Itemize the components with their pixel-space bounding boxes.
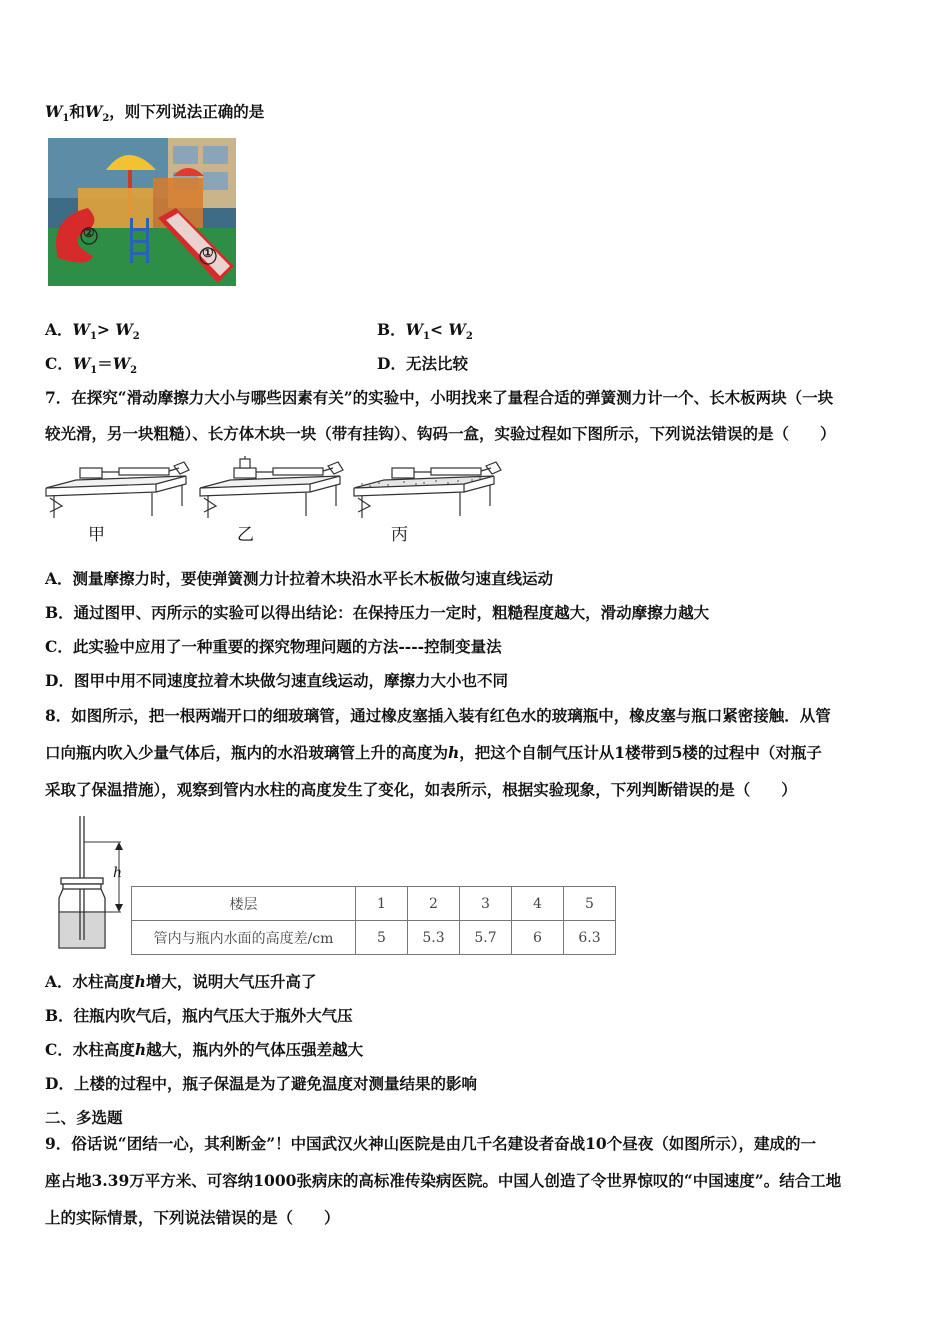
panel-label-jia: 甲 bbox=[88, 525, 105, 545]
q8-var-h: h bbox=[448, 743, 460, 762]
q6-option-c bbox=[45, 354, 137, 381]
height-cell: 5 bbox=[356, 921, 408, 955]
playground-slide-photo bbox=[48, 138, 236, 286]
friction-experiment-figure bbox=[44, 456, 514, 546]
table-row bbox=[132, 921, 616, 955]
q7-option-a: A．测量摩擦力时，要使弹簧测力计拉着木块沿水平长木板做匀速直线运动 bbox=[45, 569, 554, 588]
q8-option-c bbox=[45, 1040, 363, 1060]
floor-cell: 2 bbox=[408, 887, 460, 921]
var-w1: W bbox=[45, 102, 63, 121]
q8-option-a-b: 增大，说明大气压升高了 bbox=[145, 972, 317, 991]
stem-tail: ，则下列说法正确的是 bbox=[109, 102, 265, 121]
panel-label-yi: 乙 bbox=[237, 525, 254, 545]
option-c-prefix: C． bbox=[45, 354, 73, 373]
option-a-rel: > bbox=[96, 320, 116, 339]
q6-option-d: D．无法比较 bbox=[377, 354, 468, 373]
option-c-sub2: 2 bbox=[130, 365, 138, 377]
q8-option-a bbox=[45, 972, 316, 992]
q8-option-c-h: h bbox=[134, 1040, 147, 1059]
sub-1: 1 bbox=[62, 113, 70, 125]
q7-stem-line2: 较光滑，另一块粗糙）、长方体木块一块（带有挂钩）、钩码一盒，实验过程如下图所示，下列说法错误的是（ ） bbox=[45, 424, 836, 443]
label-slide-2: ② bbox=[83, 226, 95, 241]
floor-cell: 1 bbox=[356, 887, 408, 921]
q9-stem-line2: 座占地3.39万平方米、可容纳1000张病床的高标准传染病医院。中国人创造了令世界惊叹的“中国速度”。结合工地 bbox=[45, 1171, 842, 1190]
row-header-height: 管内与瓶内水面的高度差/cm bbox=[132, 921, 356, 955]
q8-option-c-b: 越大，瓶内外的气体压强差越大 bbox=[146, 1040, 364, 1059]
floor-cell: 4 bbox=[512, 887, 564, 921]
q7-stem-line1: 7．在探究“滑动摩擦力大小与哪些因素有关”的实验中，小明找来了量程合适的弹簧测力计一个、长木板两块（一块 bbox=[45, 388, 834, 407]
option-a-prefix: A． bbox=[45, 320, 73, 339]
option-a-w1: W bbox=[72, 320, 90, 339]
q6-option-a bbox=[45, 320, 140, 347]
height-cell: 6 bbox=[512, 921, 564, 955]
q8-stem-line3: 采取了保温措施），观察到管内水柱的高度发生了变化，如表所示，根据实验现象，下列判断错误的是（ ） bbox=[45, 780, 797, 799]
q8-line2-a: 口向瓶内吹入少量气体后，瓶内的水沿玻璃管上升的高度为 bbox=[45, 743, 449, 762]
q8-stem-line2 bbox=[45, 743, 822, 763]
option-c-rel: ＝ bbox=[97, 354, 113, 373]
q8-option-a-a: A．水柱高度 bbox=[45, 972, 135, 991]
sub-2: 2 bbox=[102, 113, 110, 125]
option-b-sub1: 1 bbox=[423, 331, 430, 343]
floor-cell: 3 bbox=[460, 887, 512, 921]
q8-option-a-h: h bbox=[134, 972, 146, 991]
q9-stem-line1: 9．俗话说“团结一心，其利断金”！中国武汉火神山医院是由几千名建设者奋战10个昼夜（如图所示），建成的一 bbox=[45, 1134, 816, 1153]
h-label: h bbox=[113, 865, 123, 881]
section-title-multi-choice: 二、多选题 bbox=[45, 1108, 123, 1127]
q6-option-b bbox=[377, 320, 473, 347]
height-cell: 5.3 bbox=[408, 921, 460, 955]
q8-line2-b: ，把这个自制气压计从1楼带到5楼的过程中（对瓶子 bbox=[459, 743, 822, 762]
q7-option-b: B．通过图甲、丙所示的实验可以得出结论：在保持压力一定时，粗糙程度越大，滑动摩擦力越大 bbox=[45, 603, 710, 622]
option-b-rel: < bbox=[430, 320, 449, 339]
panel-label-bing: 丙 bbox=[391, 525, 408, 545]
height-cell: 5.7 bbox=[460, 921, 512, 955]
q7-option-d: D．图甲中用不同速度拉着木块做匀速直线运动，摩擦力大小也不同 bbox=[45, 671, 508, 690]
option-c-sub1: 1 bbox=[90, 365, 98, 377]
q8-option-d: D．上楼的过程中，瓶子保温是为了避免温度对测量结果的影响 bbox=[45, 1074, 477, 1093]
q8-option-c-a: C．水柱高度 bbox=[45, 1040, 135, 1059]
option-c-w1: W bbox=[72, 354, 91, 373]
floor-cell: 5 bbox=[564, 887, 616, 921]
height-cell: 6.3 bbox=[564, 921, 616, 955]
floor-height-table bbox=[131, 886, 616, 955]
row-header-floor: 楼层 bbox=[132, 887, 356, 921]
option-a-sub1: 1 bbox=[89, 331, 97, 343]
option-b-w2: W bbox=[448, 320, 466, 339]
table-row bbox=[132, 887, 616, 921]
q8-stem-line1: 8．如图所示，把一根两端开口的细玻璃管，通过橡皮塞插入装有红色水的玻璃瓶中，橡皮塞与瓶口紧密接触．从管 bbox=[45, 706, 831, 725]
option-a-w2: W bbox=[115, 320, 133, 339]
q6-stem bbox=[45, 102, 264, 129]
q7-option-c: C．此实验中应用了一种重要的探究物理问题的方法----控制变量法 bbox=[45, 637, 502, 656]
label-slide-1: ① bbox=[202, 246, 214, 261]
barometer-bottle-figure bbox=[55, 814, 135, 956]
and-text: 和 bbox=[69, 102, 85, 121]
q8-option-b: B．往瓶内吹气后，瓶内气压大于瓶外大气压 bbox=[45, 1006, 353, 1025]
option-a-sub2: 2 bbox=[132, 331, 140, 343]
option-b-prefix: B． bbox=[377, 320, 406, 339]
option-b-w1: W bbox=[405, 320, 424, 339]
q9-stem-line3: 上的实际情景，下列说法错误的是（ ） bbox=[45, 1208, 340, 1227]
option-c-w2: W bbox=[112, 354, 131, 373]
option-b-sub2: 2 bbox=[465, 331, 473, 343]
var-w2: W bbox=[84, 102, 103, 121]
